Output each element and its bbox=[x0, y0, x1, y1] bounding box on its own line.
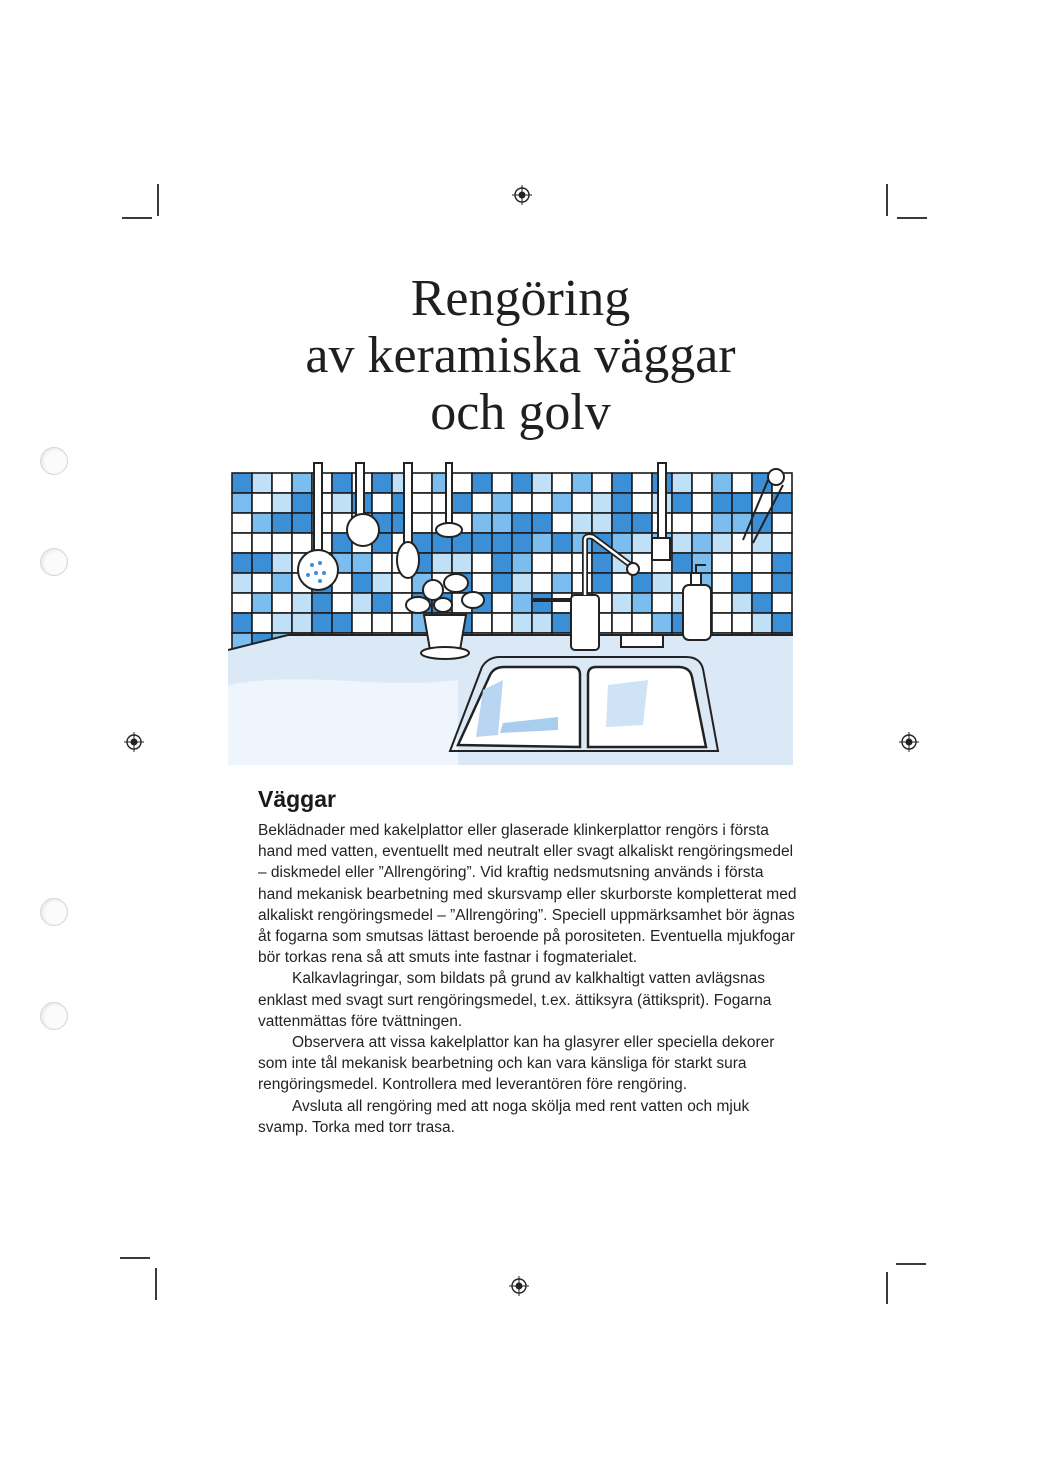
body-text bbox=[258, 820, 798, 1138]
tile bbox=[372, 493, 392, 513]
crop-mark-bottom-left-h bbox=[120, 1257, 150, 1259]
tile bbox=[512, 613, 532, 633]
tile bbox=[292, 533, 312, 553]
tile bbox=[272, 573, 292, 593]
tile bbox=[232, 593, 252, 613]
tile bbox=[732, 573, 752, 593]
tile bbox=[292, 493, 312, 513]
tile bbox=[532, 493, 552, 513]
sponge bbox=[621, 635, 663, 647]
tile bbox=[572, 513, 592, 533]
tile bbox=[532, 553, 552, 573]
tile bbox=[612, 493, 632, 513]
tile bbox=[252, 513, 272, 533]
tile bbox=[612, 613, 632, 633]
tile bbox=[752, 573, 772, 593]
tile bbox=[612, 473, 632, 493]
crop-mark-bottom-right-v bbox=[886, 1272, 888, 1304]
tile bbox=[632, 533, 652, 553]
tile bbox=[272, 593, 292, 613]
tile bbox=[712, 553, 732, 573]
tile bbox=[772, 553, 792, 573]
tile bbox=[552, 553, 572, 573]
tile bbox=[712, 513, 732, 533]
tile bbox=[232, 573, 252, 593]
title-line: Rengöring bbox=[410, 270, 631, 327]
paragraph: Avsluta all rengöring med att noga skölja med rent vatten och mjuk svamp. Torka med torr trasa. bbox=[258, 1097, 750, 1136]
page-title bbox=[0, 270, 1041, 441]
tile bbox=[252, 533, 272, 553]
tile bbox=[552, 593, 572, 613]
plant-pot bbox=[424, 615, 466, 650]
tile bbox=[472, 513, 492, 533]
tile bbox=[652, 573, 672, 593]
tile bbox=[492, 553, 512, 573]
tile bbox=[552, 613, 572, 633]
tile bbox=[592, 573, 612, 593]
tile bbox=[632, 473, 652, 493]
tile bbox=[652, 593, 672, 613]
tile bbox=[772, 493, 792, 513]
soap-bottle bbox=[683, 585, 711, 640]
tile bbox=[692, 493, 712, 513]
registration-mark-icon bbox=[898, 731, 920, 753]
tile bbox=[572, 473, 592, 493]
tile bbox=[272, 513, 292, 533]
tile bbox=[532, 573, 552, 593]
tile bbox=[232, 473, 252, 493]
paragraph: Kalkavlagringar, som bildats på grund av kalkhaltigt vatten avlägsnas enklast med svagt surt rengöringsmedel, t.ex. ättiksyra (ättiksprit). Fogarna vattenmättas före tvättningen. bbox=[258, 970, 772, 1030]
tile bbox=[512, 473, 532, 493]
tile bbox=[272, 613, 292, 633]
tile bbox=[512, 593, 532, 613]
crop-mark-top-left-h bbox=[122, 217, 152, 219]
tile bbox=[232, 613, 252, 633]
tile bbox=[492, 533, 512, 553]
tile bbox=[632, 493, 652, 513]
binder-hole bbox=[40, 548, 68, 576]
tile bbox=[232, 533, 252, 553]
tile bbox=[772, 533, 792, 553]
tile bbox=[532, 513, 552, 533]
tile bbox=[292, 513, 312, 533]
tile bbox=[732, 593, 752, 613]
tile bbox=[332, 493, 352, 513]
tile bbox=[772, 573, 792, 593]
tile bbox=[492, 613, 512, 633]
tile bbox=[592, 513, 612, 533]
tile bbox=[672, 513, 692, 533]
tile bbox=[232, 513, 252, 533]
tile bbox=[492, 493, 512, 513]
tile bbox=[372, 573, 392, 593]
tile bbox=[732, 613, 752, 633]
tile bbox=[452, 473, 472, 493]
tile bbox=[272, 473, 292, 493]
tile bbox=[532, 533, 552, 553]
tile bbox=[692, 533, 712, 553]
tile bbox=[292, 473, 312, 493]
crop-mark-bottom-right-h bbox=[896, 1263, 926, 1265]
tile bbox=[252, 573, 272, 593]
tile bbox=[392, 613, 412, 633]
tile bbox=[472, 493, 492, 513]
tile bbox=[472, 573, 492, 593]
crop-mark-top-right-h bbox=[897, 217, 927, 219]
tile bbox=[452, 553, 472, 573]
tile bbox=[372, 473, 392, 493]
tile bbox=[352, 593, 372, 613]
tile bbox=[532, 593, 552, 613]
tile bbox=[252, 473, 272, 493]
kitchen-sink-illustration bbox=[228, 455, 793, 765]
tile bbox=[692, 473, 712, 493]
tile bbox=[332, 593, 352, 613]
tile bbox=[772, 513, 792, 533]
tile bbox=[252, 613, 272, 633]
binder-hole bbox=[40, 1002, 68, 1030]
tile bbox=[312, 613, 332, 633]
tile bbox=[632, 513, 652, 533]
tile bbox=[712, 473, 732, 493]
tile bbox=[752, 593, 772, 613]
tile bbox=[672, 473, 692, 493]
tile bbox=[332, 613, 352, 633]
tile bbox=[612, 513, 632, 533]
tile bbox=[532, 473, 552, 493]
tile bbox=[352, 573, 372, 593]
tile bbox=[472, 473, 492, 493]
tile bbox=[572, 493, 592, 513]
tile bbox=[272, 553, 292, 573]
paragraph: Beklädnader med kakelplattor eller glaserade klinkerplattor rengörs i första hand med vatten, eventuellt med neutralt eller svagt alkaliskt rengöringsmedel – diskmedel eller ”Allrengöring”. Vid kraftig nedsmutsning används i första hand mekanisk bearbetning med skursvamp eller skurborste kompletterat med alkaliskt rengöringsmedel – ”Allrengöring”. Speciell uppmärksamhet bör ägnas åt fogarna som smutsas lättast beroende på porositeten. Eventuella mjukfogar bör torkas rena så att smuts inte fastnar i fogmaterialet. bbox=[258, 822, 797, 967]
tile bbox=[432, 553, 452, 573]
tile bbox=[512, 493, 532, 513]
tile bbox=[452, 493, 472, 513]
crop-mark-top-left-v bbox=[157, 184, 159, 216]
tile bbox=[652, 613, 672, 633]
tile bbox=[772, 613, 792, 633]
tile bbox=[532, 613, 552, 633]
title-line: och golv bbox=[430, 384, 611, 441]
tile bbox=[732, 493, 752, 513]
tile bbox=[552, 573, 572, 593]
tile bbox=[712, 533, 732, 553]
registration-mark-icon bbox=[511, 184, 533, 206]
tile bbox=[252, 593, 272, 613]
tile bbox=[252, 553, 272, 573]
tile bbox=[612, 593, 632, 613]
registration-mark-icon bbox=[123, 731, 145, 753]
tile bbox=[352, 553, 372, 573]
tile bbox=[552, 533, 572, 553]
binder-hole bbox=[40, 898, 68, 926]
tile bbox=[372, 553, 392, 573]
tile bbox=[272, 493, 292, 513]
tile bbox=[372, 613, 392, 633]
tile bbox=[592, 473, 612, 493]
tile bbox=[512, 573, 532, 593]
crop-mark-bottom-left-v bbox=[155, 1268, 157, 1300]
tile bbox=[612, 573, 632, 593]
tile bbox=[772, 593, 792, 613]
binder-hole bbox=[40, 447, 68, 475]
tile bbox=[472, 553, 492, 573]
tile bbox=[592, 493, 612, 513]
tile bbox=[632, 573, 652, 593]
tile bbox=[512, 513, 532, 533]
faucet-base bbox=[571, 595, 599, 650]
tile bbox=[412, 513, 432, 533]
tile bbox=[632, 613, 652, 633]
tile bbox=[492, 473, 512, 493]
sink-basin-right bbox=[588, 667, 706, 747]
tile bbox=[732, 533, 752, 553]
tile bbox=[312, 593, 332, 613]
crop-mark-top-right-v bbox=[886, 184, 888, 216]
tile bbox=[512, 553, 532, 573]
tile bbox=[512, 533, 532, 553]
tile bbox=[552, 513, 572, 533]
tile bbox=[252, 493, 272, 513]
tile bbox=[352, 613, 372, 633]
tile bbox=[672, 533, 692, 553]
tile bbox=[232, 493, 252, 513]
tile bbox=[492, 513, 512, 533]
registration-mark-icon bbox=[508, 1275, 530, 1297]
tile bbox=[472, 613, 492, 633]
tile bbox=[732, 473, 752, 493]
tile bbox=[332, 473, 352, 493]
title-line: av keramiska väggar bbox=[305, 327, 736, 384]
tile bbox=[272, 533, 292, 553]
tile bbox=[672, 493, 692, 513]
tile bbox=[472, 533, 492, 553]
tile bbox=[492, 573, 512, 593]
tile bbox=[672, 553, 692, 573]
tile bbox=[732, 553, 752, 573]
tile bbox=[292, 593, 312, 613]
tile bbox=[552, 473, 572, 493]
tile bbox=[692, 513, 712, 533]
tile bbox=[592, 553, 612, 573]
section-heading: Väggar bbox=[258, 786, 336, 812]
tile bbox=[752, 553, 772, 573]
paragraph: Observera att vissa kakelplattor kan ha glasyrer eller speciella dekorer som inte tål mekanisk bearbetning och kan vara känsliga för starkt sura rengöringsmedel. Kontrollera med leverantören före rengöring. bbox=[258, 1034, 775, 1094]
tile bbox=[552, 493, 572, 513]
tile bbox=[632, 593, 652, 613]
tile bbox=[412, 493, 432, 513]
tile bbox=[712, 493, 732, 513]
tile bbox=[712, 573, 732, 593]
tile bbox=[232, 553, 252, 573]
tile bbox=[752, 533, 772, 553]
tile bbox=[292, 613, 312, 633]
tile bbox=[712, 613, 732, 633]
tile bbox=[712, 593, 732, 613]
tile bbox=[372, 593, 392, 613]
tile bbox=[412, 473, 432, 493]
countertop-shading bbox=[228, 679, 458, 765]
tile bbox=[492, 593, 512, 613]
tile bbox=[752, 613, 772, 633]
tile bbox=[752, 513, 772, 533]
